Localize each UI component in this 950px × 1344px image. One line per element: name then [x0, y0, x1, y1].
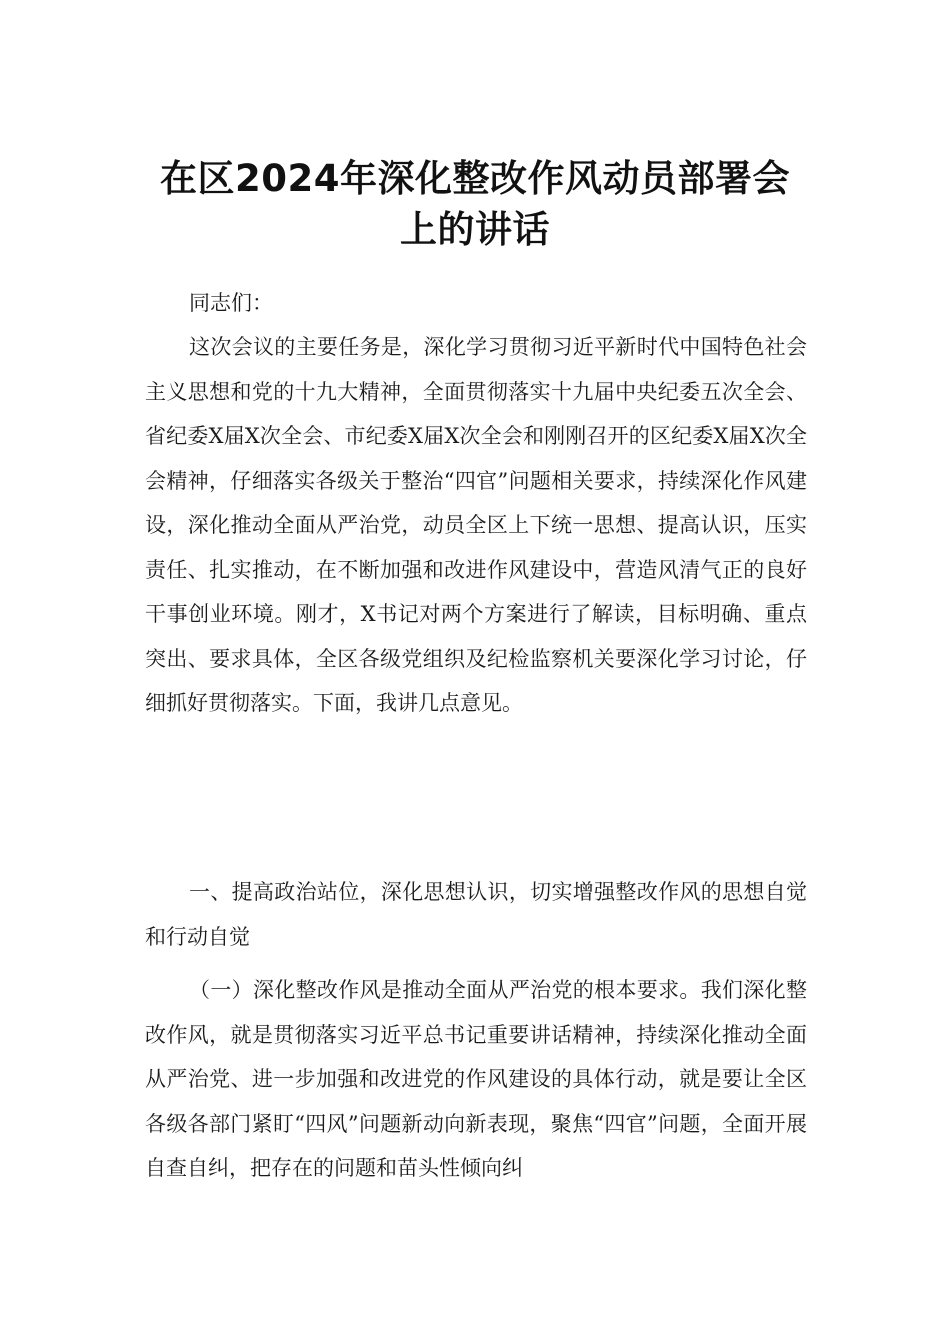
- subsection-paragraph-1: （一）深化整改作风是推动全面从严治党的根本要求。我们深化整改作风，就是贯彻落实习近平总书记重要讲话精神，持续深化推动全面从严治党、进一步加强和改进党的作风建设的具体行动，就是要让全区各级各部门紧盯“四风”问题新动向新表现，聚焦“四官”问题，全面开展自查自纠，把存在的问题和苗头性倾向纠: [145, 978, 807, 1180]
- salutation: 同志们：: [189, 291, 273, 315]
- section-heading-1: 一、提高政治站位，深化思想认识，切实增强整改作风的思想自觉和行动自觉: [145, 880, 807, 949]
- title-line-1: 在区2024年深化整改作风动员部署会: [160, 156, 790, 200]
- document-title: [130, 153, 820, 255]
- title-line-2: 上的讲话: [400, 207, 550, 251]
- opening-paragraph: 这次会议的主要任务是，深化学习贯彻习近平新时代中国特色社会主义思想和党的十九大精神，全面贯彻落实十九届中央纪委五次全会、省纪委X届X次全会、市纪委X届X次全会和刚刚召开的区纪委X届X次全会精神，仔细落实各级关于整治“四官”问题相关要求，持续深化作风建设，深化推动全面从严治党，动员全区上下统一思想、提高认识，压实责任、扎实推动，在不断加强和改进作风建设中，营造风清气正的良好干事创业环境。刚才，X书记对两个方案进行了解读，目标明确、重点突出、要求具体，全区各级党组织及纪检监察机关要深化学习讨论，仔细抓好贯彻落实。下面，我讲几点意见。: [145, 335, 807, 715]
